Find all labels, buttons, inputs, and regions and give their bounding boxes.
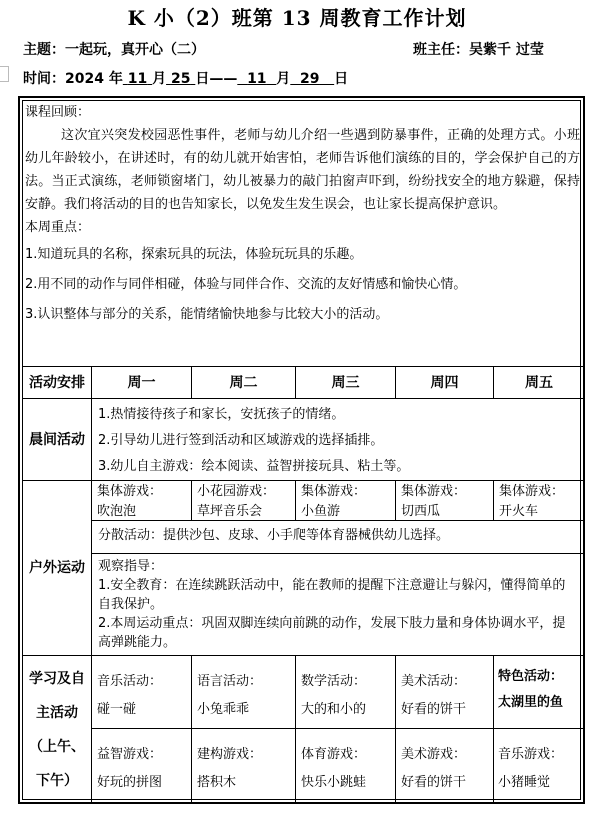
focus-item: 1.知道玩具的名称，探索玩具的玩法，体验玩玩具的乐趣。	[25, 247, 363, 262]
outdoor-game-wed: 集体游戏： 小鱼游	[295, 480, 395, 520]
overview-section	[25, 101, 580, 363]
theme-label: 主题：	[23, 42, 65, 58]
review-text: 这次宜兴突发校园恶性事件，老师与幼儿介绍一些遇到防暴事件，正确的处理方式。小班幼儿年龄较小，在讲述时，有的幼儿就开始害怕，老师告诉他们演练的目的，学会保护自己的方法。当正式演练，老师锁窗堵门，幼儿被暴力的敲门拍窗声吓到，纷纷找安全的地方躲避，保持安静。我们将活动的目的也告知家长，以免发生发生误会，也让家长提高保护意识。	[25, 128, 580, 212]
learning-tue-1: 语言活动： 小兔乖乖	[191, 655, 295, 728]
corner-header: 活动安排	[23, 366, 91, 398]
theme-line	[23, 39, 205, 59]
learning-thu-1: 美术活动： 好看的饼干	[395, 655, 493, 728]
focus-item: 2.用不同的动作与同伴相碰，体验与同伴合作、交流的友好情感和愉快心情。	[25, 277, 467, 292]
learning-mon-2: 益智游戏： 好玩的拼图	[91, 728, 191, 803]
review-heading: 课程回顾：	[25, 105, 91, 120]
theme-value: 一起玩，真开心（二）	[65, 42, 205, 58]
plan-table-inner	[22, 100, 581, 800]
month-char: 月	[152, 71, 167, 87]
end-day: 29	[300, 71, 320, 87]
learning-wed-1: 数学活动： 大的和小的	[295, 655, 395, 728]
outdoor-game-tue: 小花园游戏： 草坪音乐会	[191, 480, 295, 520]
learning-label: 学习及自 主活动 （上午、 下午）	[23, 655, 91, 803]
learning-tue-2: 建构游戏： 搭积木	[191, 728, 295, 803]
time-label: 时间：	[23, 71, 65, 87]
teacher-label: 班主任：	[413, 42, 469, 58]
day-header-mon: 周一	[91, 366, 191, 398]
learning-thu-2: 美术游戏： 好看的饼干	[395, 728, 493, 803]
morning-content	[91, 398, 584, 480]
end-month: 11	[247, 71, 267, 87]
month-char-2: 月	[276, 71, 291, 87]
teacher-line	[413, 39, 544, 59]
guidance-item: 1.安全教育：在连续跳跃活动中，能在教师的提醒下注意避让与躲闪，懂得简单的自我保护。	[98, 578, 566, 612]
morning-item: 3.幼儿自主游戏：绘本阅读、益智拼接玩具、粘土等。	[98, 459, 410, 474]
guidance-item: 2.本周运动重点：巩固双脚连续向前跳的动作，发展下肢力量和身体协调水平，提高弹跳能力。	[98, 616, 566, 650]
day-char-2: 日	[334, 71, 349, 87]
year: 2024 年	[65, 71, 123, 87]
outdoor-game-fri: 集体游戏： 开火车	[493, 480, 584, 520]
day-header-tue: 周二	[191, 366, 295, 398]
morning-item: 1.热情接待孩子和家长，安抚孩子的情绪。	[98, 407, 345, 422]
learning-mon-1: 音乐活动： 碰一碰	[91, 655, 191, 728]
margin-marker	[0, 66, 9, 82]
learning-wed-2: 体育游戏： 快乐小跳蛙	[295, 728, 395, 803]
day-header-thu: 周四	[395, 366, 493, 398]
outdoor-label: 户外运动	[23, 480, 91, 655]
learning-fri-2: 音乐游戏： 小猪睡觉	[493, 728, 584, 803]
focus-item: 3.认识整体与部分的关系，能情绪愉快地参与比较大小的活动。	[25, 307, 389, 322]
focus-heading: 本周重点：	[25, 220, 91, 235]
morning-label: 晨间活动	[23, 398, 91, 480]
morning-item: 2.引导幼儿进行签到活动和区域游戏的选择插排。	[98, 433, 384, 448]
page-title: K 小（2）班第 13 周教育工作计划	[127, 6, 467, 30]
outdoor-game-mon: 集体游戏： 吹泡泡	[91, 480, 191, 520]
teacher-names: 吴紫千 过莹	[469, 42, 544, 58]
day-header-wed: 周三	[295, 366, 395, 398]
day-header-fri: 周五	[493, 366, 584, 398]
date-dash: ——	[209, 71, 238, 87]
day-char: 日	[195, 71, 210, 87]
guidance-heading: 观察指导：	[98, 559, 164, 574]
plan-table	[18, 96, 585, 804]
learning-fri-1: 特色活动： 太湖里的鱼	[493, 655, 584, 728]
start-month: 11	[127, 71, 148, 87]
time-line	[23, 68, 348, 88]
start-day: 25	[170, 71, 191, 87]
outdoor-grouped: 分散活动：提供沙包、皮球、小手爬等体育器械供幼儿选择。	[91, 520, 584, 553]
outdoor-game-thu: 集体游戏： 切西瓜	[395, 480, 493, 520]
outdoor-guidance	[91, 553, 584, 655]
